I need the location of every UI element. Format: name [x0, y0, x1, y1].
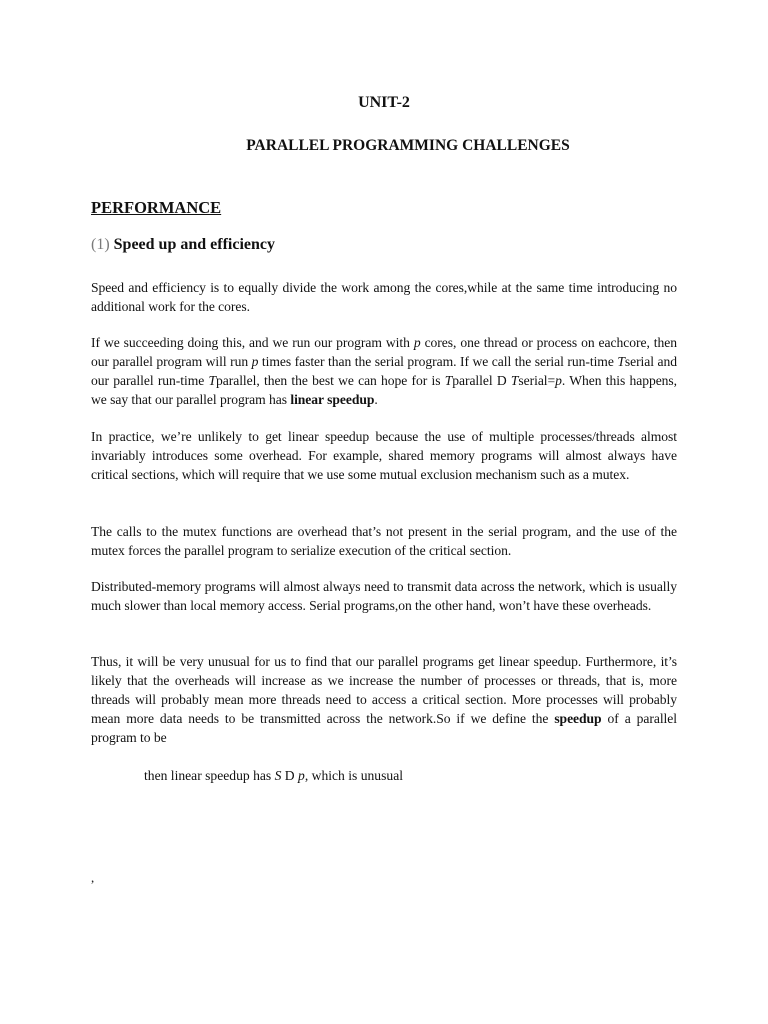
- chapter-title: PARALLEL PROGRAMMING CHALLENGES: [246, 137, 570, 154]
- p2-var-t: T: [444, 373, 453, 388]
- paragraph-2: [91, 333, 677, 409]
- paragraph-3: In practice, we’re unlikely to get linear speedup because the use of multiple processes/threads almost invariably introduces some overhead. For example, shared memory programs will almost always have critical sections, which will require that we use some mutual exclusion mechanism such as a mutex.: [91, 429, 677, 482]
- p2-text: serial=: [518, 373, 556, 388]
- paragraph-5: Distributed-memory programs will almost always need to transmit data across the network, which is usually much slower than local memory access. Serial programs,on the other hand, won’t have these overheads.: [91, 579, 677, 613]
- speedup-term: speedup: [554, 711, 602, 726]
- p2-var-t: T: [617, 354, 625, 369]
- p2-var-p: p: [555, 373, 562, 388]
- var-p: p: [298, 768, 305, 783]
- p2-text: .: [374, 392, 378, 407]
- p2-text: times faster than the serial program. If we call the serial run-time: [258, 354, 618, 369]
- linear-speedup-term: linear speedup: [290, 392, 375, 407]
- p2-text: If we succeeding doing this, and we run our program with: [91, 335, 414, 350]
- p2-text: serial and our parallel run-time: [91, 354, 678, 388]
- p2-text: parallel D: [452, 373, 511, 388]
- subheading-text: Speed up and efficiency: [113, 236, 275, 253]
- p6-text: of a parallel program to be: [91, 711, 677, 745]
- subheading: [91, 234, 275, 256]
- p2-var-t: T: [208, 373, 217, 388]
- stray-comma: ,: [91, 870, 95, 885]
- p2-text: cores, one thread or process on eachcore, then our parallel program will run: [91, 335, 677, 369]
- conclusion-text: then linear speedup has: [144, 768, 275, 783]
- p6-text: Thus, it will be very unusual for us to find that our parallel programs get linear speedup. Furthermore, it’s likely that the overheads will increase as we increase the number of processes or threads, that is, more threads will probably mean more threads need to access a critical section. More processes will probably mean more data needs to be transmitted across the network.So if we define the: [91, 654, 677, 726]
- p2-var-t: T: [510, 373, 519, 388]
- paragraph-4: The calls to the mutex functions are overhead that’s not present in the serial program, and the use of the mutex forces the parallel program to serialize execution of the critical section.: [91, 524, 677, 558]
- paragraph-6: [91, 652, 677, 747]
- var-s: S: [274, 768, 282, 783]
- conclusion-text: D: [281, 768, 299, 783]
- p2-text: . When this happens, we say that our parallel program has: [91, 373, 678, 407]
- paragraph-1: Speed and efficiency is to equally divide the work among the cores,while at the same time introducing no additional work for the cores.: [91, 280, 677, 314]
- subheading-number: (1): [91, 236, 110, 253]
- section-heading: PERFORMANCE: [91, 198, 222, 217]
- p2-var-p: p: [413, 335, 421, 350]
- conclusion-text: , which is unusual: [304, 768, 403, 783]
- p2-var-p: p: [251, 354, 259, 369]
- unit-heading: UNIT-2: [358, 94, 410, 111]
- p2-text: parallel, then the best we can hope for is: [216, 373, 445, 388]
- speedup-conclusion: [144, 766, 403, 785]
